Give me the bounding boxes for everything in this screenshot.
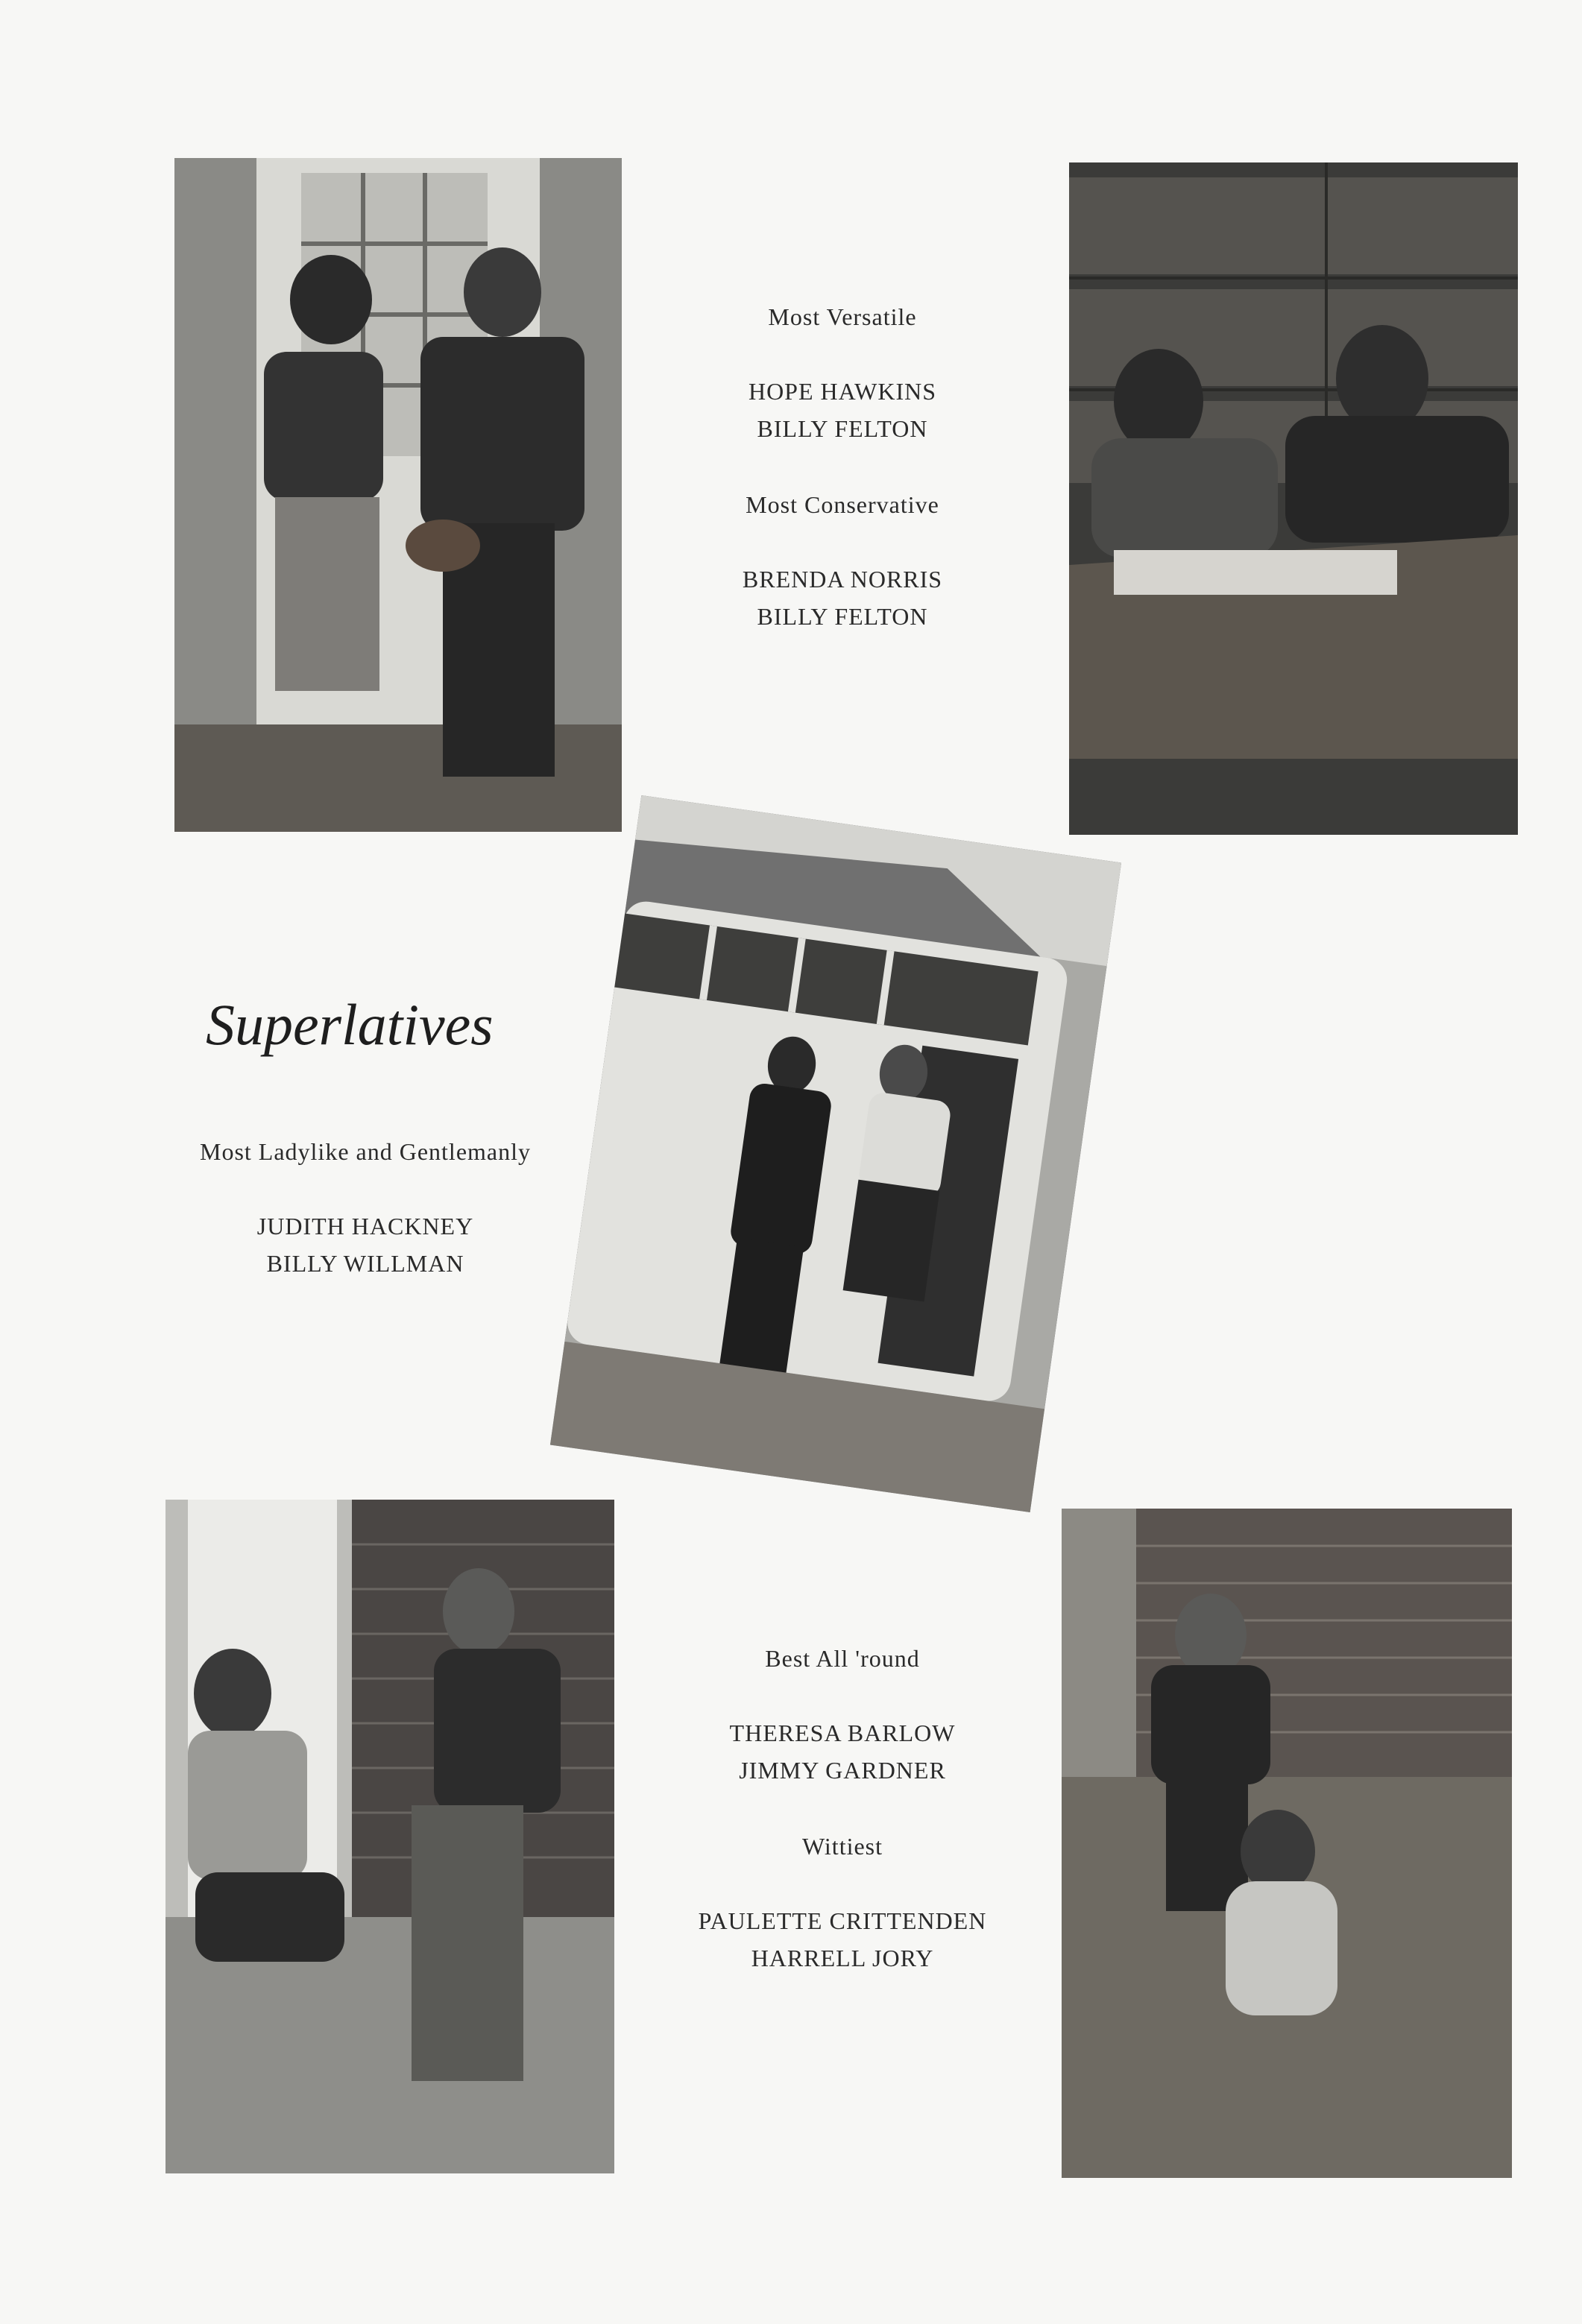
name-wittiest-1: PAULETTE CRITTENDEN: [698, 1907, 987, 1934]
page-title: Superlatives: [206, 992, 494, 1057]
name-versatile-1: HOPE HAWKINS: [748, 378, 937, 405]
name-allround-2: JIMMY GARDNER: [739, 1757, 946, 1784]
name-allround-1: THERESA BARLOW: [729, 1720, 956, 1746]
name-wittiest-2: HARRELL JORY: [751, 1945, 934, 1971]
ladylike-block: [149, 1133, 582, 1282]
photo-couple-steps: [166, 1500, 614, 2173]
name-ladylike-2: BILLY WILLMAN: [266, 1250, 464, 1277]
photo-couple-library: [1069, 162, 1518, 835]
photo-couple-grass: [1062, 1509, 1512, 2178]
category-most-versatile: Most Versatile: [768, 303, 917, 330]
category-best-all-round: Best All 'round: [765, 1645, 920, 1672]
name-versatile-2: BILLY FELTON: [757, 415, 928, 442]
photo-school-bus: [550, 795, 1121, 1512]
name-conservative-2: BILLY FELTON: [757, 603, 928, 630]
allround-wittiest-block: [656, 1640, 1029, 1977]
category-most-conservative: Most Conservative: [746, 491, 939, 518]
name-conservative-1: BRENDA NORRIS: [742, 566, 943, 593]
photo-couple-doorway: [174, 158, 622, 832]
name-ladylike-1: JUDITH HACKNEY: [256, 1213, 474, 1240]
category-most-ladylike: Most Ladylike and Gentlemanly: [199, 1138, 531, 1165]
versatile-conservative-block: [686, 298, 999, 635]
category-wittiest: Wittiest: [801, 1833, 883, 1860]
